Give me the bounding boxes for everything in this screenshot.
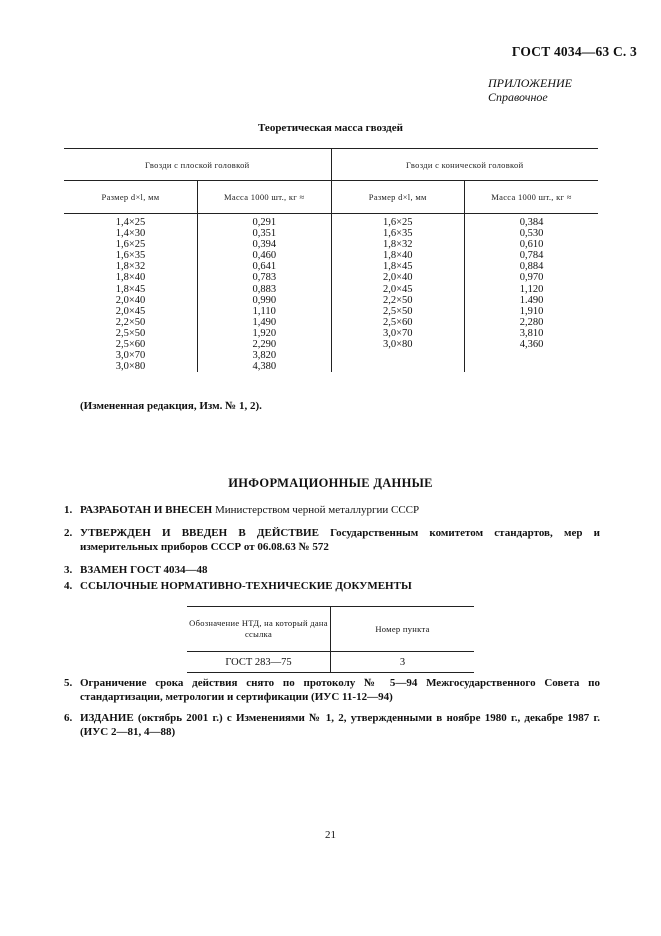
col-mass-conical: Масса 1000 шт., кг ≈ (465, 181, 599, 214)
table-cell: 0,384 (465, 214, 599, 229)
table-cell: 0,641 (198, 261, 332, 272)
table-cell: 2,0×45 (115, 305, 146, 317)
info-item-6: 6. ИЗДАНИЕ (октябрь 2001 г.) с Изменениями № 1, 2, утвержденными в ноябре 1980 г., декабре 1987 г. (ИУС 2—81, 4—88) (64, 712, 600, 738)
table-cell: 3,0×70 (331, 328, 465, 339)
table-cell: 2,2×50 (331, 295, 465, 306)
table-cell: 1,8×45 (331, 261, 465, 272)
table-row (64, 361, 598, 372)
table-cell: 1,920 (198, 328, 332, 339)
table-cell: 2,290 (198, 339, 332, 350)
table-cell: 1,8×32 (331, 239, 465, 250)
table-row (64, 317, 598, 328)
table-cell: 0,784 (465, 250, 599, 261)
standard-header: ГОСТ 4034—63 С. 3 (511, 44, 637, 59)
table-cell: 0,291 (198, 214, 332, 229)
table-cell: 2,0×45 (331, 284, 465, 295)
table-cell: 1,8×45 (115, 283, 146, 295)
group-flat-head: Гвозди с плоской головкой (64, 149, 331, 181)
table-row (64, 214, 598, 229)
table-cell: 0,351 (198, 228, 332, 239)
table-cell: 1,110 (198, 306, 332, 317)
table-row (64, 328, 598, 339)
table-cell: 1,910 (465, 306, 599, 317)
table-cell: 1,8×40 (331, 250, 465, 261)
table-cell: 0,884 (465, 261, 599, 272)
table-cell: 4,380 (198, 361, 332, 372)
group-conical-head: Гвозди с конической головкой (331, 149, 598, 181)
table-row (64, 295, 598, 306)
col-ntd: Обозначение НТД, на который дана ссылка (187, 607, 331, 652)
table-cell: 2,5×60 (331, 317, 465, 328)
table-cell: 1,4×25 (115, 217, 146, 228)
col-mass-flat: Масса 1000 шт., кг ≈ (198, 181, 332, 214)
table-cell (331, 350, 465, 361)
page-number: 21 (325, 829, 336, 841)
table-cell (465, 361, 599, 372)
table-row (64, 350, 598, 361)
info-title: ИНФОРМАЦИОННЫЕ ДАННЫЕ (228, 476, 433, 490)
table-cell (331, 361, 465, 372)
table-row (64, 306, 598, 317)
table-cell: 1,6×25 (331, 214, 465, 229)
col-size-flat: Размер d×l, мм (64, 181, 198, 214)
reference-table (187, 606, 474, 673)
table-cell: 1,8×40 (115, 272, 146, 284)
table-cell: 2,280 (465, 317, 599, 328)
table-cell: 1.490 (465, 295, 599, 306)
table-cell: 2,0×40 (331, 272, 465, 283)
table-cell: 1,8×32 (115, 261, 146, 273)
table-row (64, 228, 598, 239)
col-size-conical: Размер d×l, мм (331, 181, 465, 214)
table-cell: 0,783 (198, 272, 332, 283)
table-row (64, 261, 598, 272)
table-cell: 0,883 (198, 284, 332, 295)
appendix-label (488, 76, 572, 104)
table-cell: 2,0×40 (115, 294, 146, 306)
table-cell: 1,6×35 (115, 250, 146, 262)
table-cell: 0,970 (465, 272, 599, 283)
table-cell: 0,990 (198, 295, 332, 306)
table-cell: 2,5×50 (115, 327, 146, 339)
table-cell: 3,0×70 (115, 350, 146, 362)
table-cell: 4,360 (465, 339, 599, 350)
table-cell (465, 350, 599, 361)
table-cell: 2,5×60 (115, 339, 146, 351)
table-row: ГОСТ 283—75 3 (187, 652, 474, 673)
table-cell: 3,0×80 (331, 339, 465, 350)
table-cell: 2,5×50 (331, 306, 465, 317)
table-row (64, 250, 598, 261)
table-cell: 1,120 (465, 284, 599, 295)
mass-table-title: Теоретическая масса гвоздей (258, 122, 403, 134)
appendix-subtitle: Справочное (488, 90, 548, 104)
table-cell: 1,6×25 (115, 239, 146, 251)
table-cell: 3,820 (198, 350, 332, 361)
table-cell: 1,6×35 (331, 228, 465, 239)
appendix-title: ПРИЛОЖЕНИЕ (488, 76, 572, 90)
table-cell: 0,530 (465, 228, 599, 239)
table-cell: 1,490 (198, 317, 332, 328)
table-cell: 1,4×30 (115, 228, 146, 240)
table-cell: 0,460 (198, 250, 332, 261)
info-item-2: 2. УТВЕРЖДЕН И ВВЕДЕН В ДЕЙСТВИЕ Государственным комитетом стандартов, мер и измерительных приборов СССР от 06.08.63 № 572 (64, 527, 600, 553)
mass-table (64, 148, 598, 372)
table-cell: 0,610 (465, 239, 599, 250)
info-item-4: 4. ССЫЛОЧНЫЕ НОРМАТИВНО-ТЕХНИЧЕСКИЕ ДОКУМЕНТЫ (64, 580, 412, 592)
col-clause: Номер пункта (331, 607, 475, 652)
table-row (64, 239, 598, 250)
info-item-3: 3. ВЗАМЕН ГОСТ 4034—48 (64, 564, 208, 576)
table-cell: 2,2×50 (115, 316, 146, 328)
table-row (64, 284, 598, 295)
info-item-1: 1. РАЗРАБОТАН И ВНЕСЕН Министерством черной металлургии СССР (64, 504, 420, 516)
table-cell: 3,0×80 (115, 361, 146, 373)
amendment-note: (Измененная редакция, Изм. № 1, 2). (80, 400, 262, 412)
table-row (64, 339, 598, 350)
table-cell: 0,394 (198, 239, 332, 250)
table-cell: 3,810 (465, 328, 599, 339)
table-row (64, 272, 598, 283)
info-item-5: 5. Ограничение срока действия снято по протоколу № 5—94 Межгосударственного Совета по стандартизации, метрологии и сертификации (ИУС 11-12—94) (64, 677, 600, 703)
